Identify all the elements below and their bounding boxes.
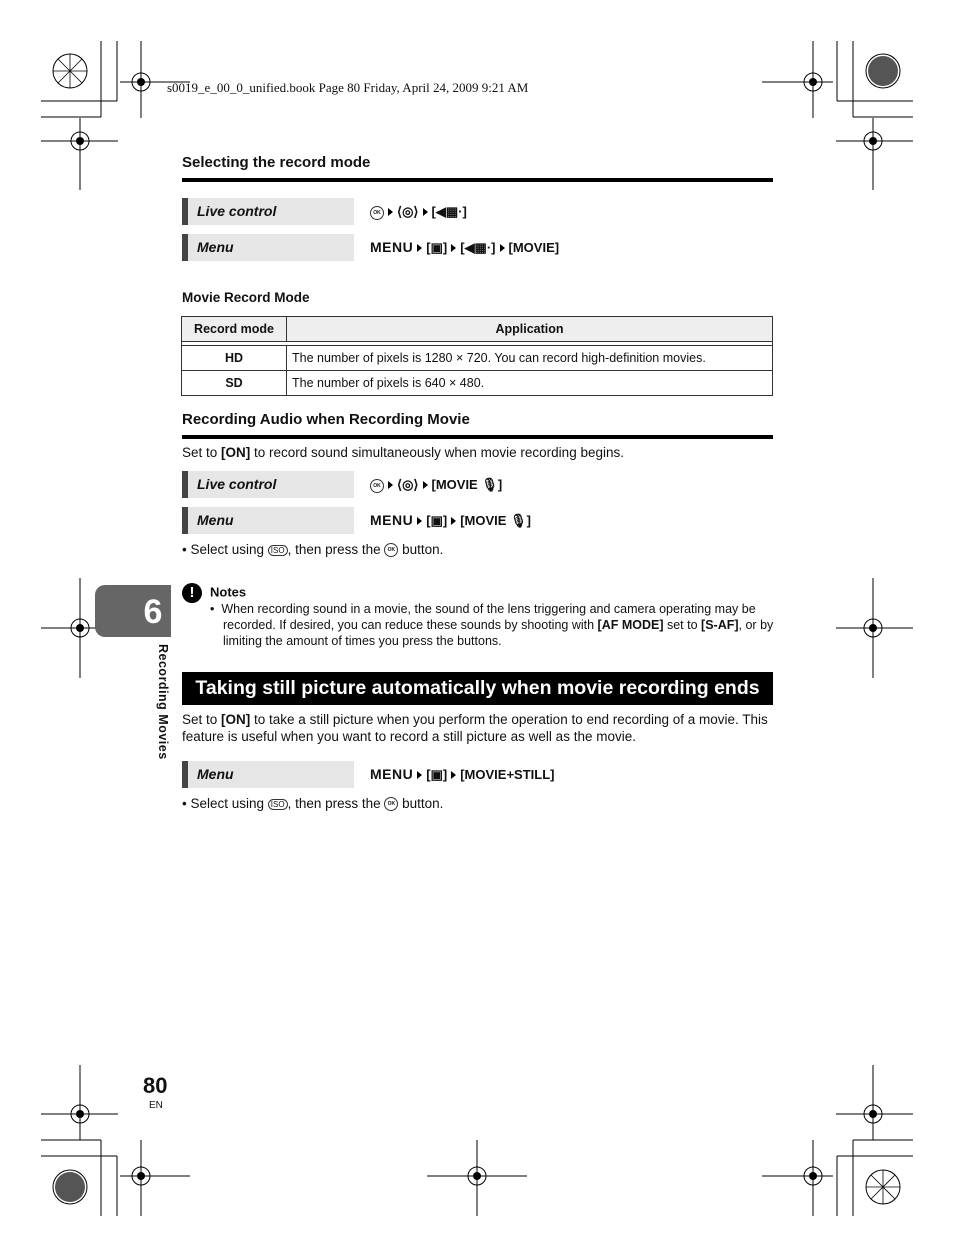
still-bullet: • Select using ISO , then press the OK button.: [182, 796, 444, 811]
menu-row-record-mode: [182, 234, 773, 261]
movie-menu-icon: ▣: [430, 513, 443, 528]
book-header-line: s0019_e_00_0_unified.book Page 80 Friday, April 24, 2009 9:21 AM: [167, 80, 529, 95]
menu-value: MENU [▣] [MOVIE 🎙︎]: [370, 512, 531, 528]
iso-wb-button-icon: ISO: [268, 545, 288, 556]
arrow-icon: [417, 244, 422, 252]
microphone-icon: 🎙︎: [510, 513, 527, 528]
menu-label: Menu: [182, 761, 354, 788]
notes-body: • When recording sound in a movie, the sound of the lens triggering and camera operating may be recorded. If desired, you can reduce these sounds by shooting with [AF MODE] set to [S-AF], or by limiting the amount of times you press the buttons.: [210, 602, 774, 648]
chapter-tab: 6: [95, 585, 171, 637]
menu-label: Menu: [182, 507, 354, 534]
live-control-value: OK ⟨◎⟩ [MOVIE 🎙︎]: [370, 471, 502, 498]
arrow-icon: [451, 244, 456, 252]
camera-icon: ▣: [430, 240, 443, 255]
arrow-icon: [451, 517, 456, 525]
live-control-row-audio: [182, 471, 773, 498]
microphone-icon: 🎙︎: [481, 477, 498, 492]
language-code: EN: [149, 1100, 163, 1111]
still-intro: Set to [ON] to take a still picture when you perform the operation to end recording of a movie. This feature is useful when you want to record a still picture as well as the movie.: [182, 712, 768, 744]
live-control-value: OK ⟨◎⟩ [◀▦·]: [370, 198, 467, 225]
arrow-icon: [500, 244, 505, 252]
ok-button-icon: OK: [370, 479, 384, 493]
table-header-application: Application: [287, 317, 773, 342]
camera-2-icon: ▣: [430, 767, 443, 782]
section-title-audio: Recording Audio when Recording Movie: [182, 411, 773, 439]
arrow-icon: [388, 481, 393, 489]
dial-icon: ⟨◎⟩: [397, 477, 419, 492]
exclamation-icon: !: [182, 583, 202, 603]
chapter-label: Recording Movies: [156, 644, 170, 760]
table-title: Movie Record Mode: [182, 290, 310, 305]
menu-value: MENU [▣] [MOVIE+STILL]: [370, 766, 555, 782]
menu-value: MENU [▣] [◀▦·] [MOVIE]: [370, 239, 560, 255]
menu-row-audio: [182, 507, 773, 534]
arrow-icon: [451, 771, 456, 779]
arrow-icon: [423, 208, 428, 216]
ok-button-icon: OK: [370, 206, 384, 220]
table-row: HD The number of pixels is 1280 × 720. You can record high-definition movies.: [182, 346, 773, 371]
ok-button-icon: OK: [384, 543, 398, 557]
audio-intro: Set to [ON] to record sound simultaneously when movie recording begins.: [182, 445, 624, 460]
audio-bullet: • Select using ISO , then press the OK button.: [182, 542, 444, 557]
movie-mode-icon: ◀▦·: [435, 204, 463, 219]
page-number: 80: [143, 1073, 168, 1098]
arrow-icon: [423, 481, 428, 489]
live-control-row-record-mode: [182, 198, 773, 225]
table-header-mode: Record mode: [182, 317, 287, 342]
section-title-record-mode: Selecting the record mode: [182, 154, 773, 182]
section-banner-still-picture: Taking still picture automatically when movie recording ends: [182, 672, 773, 705]
menu-row-still: [182, 761, 773, 788]
arrow-icon: [388, 208, 393, 216]
arrow-icon: [417, 771, 422, 779]
arrow-icon: [417, 517, 422, 525]
menu-label: Menu: [182, 234, 354, 261]
notes-heading: ! Notes: [182, 583, 246, 603]
movie-mode-icon: ◀▦·: [464, 240, 492, 255]
record-mode-table: [181, 316, 773, 396]
table-row: SD The number of pixels is 640 × 480.: [182, 371, 773, 396]
ok-button-icon: OK: [384, 797, 398, 811]
live-control-label: Live control: [182, 198, 354, 225]
iso-wb-button-icon: ISO: [268, 799, 288, 810]
dial-icon: ⟨◎⟩: [397, 204, 419, 219]
live-control-label: Live control: [182, 471, 354, 498]
